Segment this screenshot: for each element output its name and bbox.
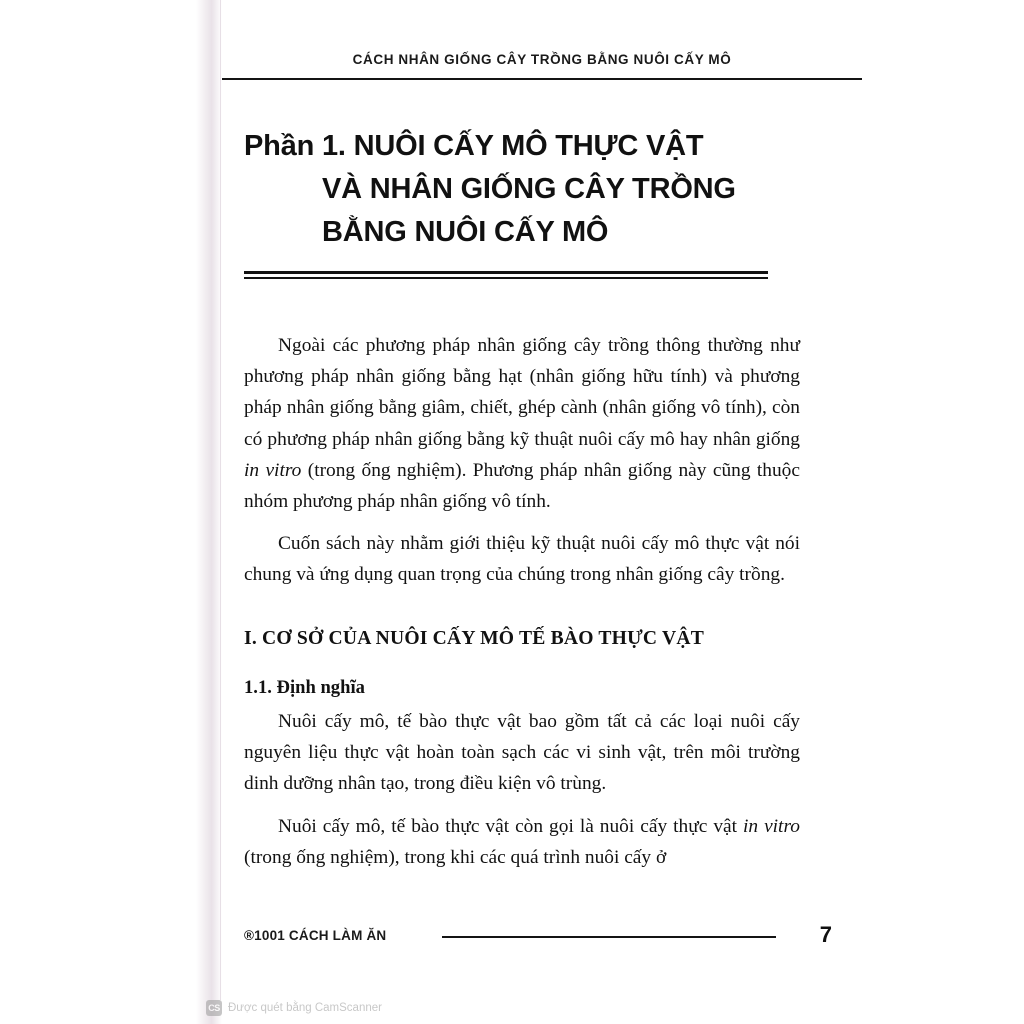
page-content: [222, 0, 862, 1024]
book-binding-shadow: [196, 0, 222, 1024]
body-text: [244, 330, 800, 873]
paragraph-2: Cuốn sách này nhằm giới thiệu kỹ thuật nuôi cấy mô thực vật nói chung và ứng dụng quan trọng của chúng trong nhân giống cây trồng.: [244, 533, 800, 586]
running-head: CÁCH NHÂN GIỐNG CÂY TRỒNG BẰNG NUÔI CẤY MÔ: [352, 52, 732, 67]
footer-rule: [442, 936, 776, 938]
paragraph-1-italic: in vitro: [244, 459, 302, 481]
paragraph-3: Nuôi cấy mô, tế bào thực vật bao gồm tất cả các loại nuôi cấy nguyên liệu thực vật hoàn toàn sạch các vi sinh vật, trên môi trường dinh dưỡng nhân tạo, trong điều kiện vô trùng.: [244, 711, 800, 795]
subsection-heading: 1.1. Định nghĩa: [244, 676, 365, 698]
title-line-3: BẰNG NUÔI CẤY MÔ: [322, 216, 609, 248]
camscanner-watermark: [206, 1000, 382, 1016]
binding-edge-line: [220, 0, 221, 1000]
paragraph-1-text: Ngoài các phương pháp nhân giống cây trồng thông thường như phương pháp nhân giống bằng hạt (nhân giống hữu tính) và phương pháp nhân giống bằng giâm, chiết, ghép cành (nhân giống vô tính), còn có phương pháp nhân giống bằng kỹ thuật nuôi cấy mô hay nhân giống: [244, 335, 800, 450]
page-number: 7: [819, 922, 832, 947]
camscanner-badge-icon: CS: [206, 1000, 222, 1016]
paragraph-4-head: Nuôi cấy mô, tế bào thực vật còn gọi là nuôi cấy thực vật: [278, 815, 738, 837]
page-title: [238, 125, 852, 254]
title-double-rule: [244, 271, 768, 279]
paragraph-4-italic: in vitro: [743, 815, 800, 837]
page-footer: [244, 922, 832, 952]
camscanner-watermark-text: Được quét bằng CamScanner: [228, 1002, 382, 1014]
paragraph-1-tail: (trong ống nghiệm). Phương pháp nhân giống này cũng thuộc nhóm phương pháp nhân giống vô tính.: [244, 459, 800, 513]
footer-series-label: ®1001 CÁCH LÀM ĂN: [244, 928, 387, 943]
section-heading: I. CƠ SỞ CỦA NUÔI CẤY MÔ TẾ BÀO THỰC VẬT: [244, 627, 704, 649]
running-head-rule: [222, 78, 862, 80]
paragraph-4: [244, 811, 800, 873]
title-line-2: VÀ NHÂN GIỐNG CÂY TRỒNG: [322, 173, 736, 205]
paragraph-4-tail: (trong ống nghiệm), trong khi các quá trình nuôi cấy ở: [244, 846, 667, 868]
paragraph-1: [244, 330, 800, 517]
title-line-1: Phần 1. NUÔI CẤY MÔ THỰC VẬT: [244, 130, 704, 162]
